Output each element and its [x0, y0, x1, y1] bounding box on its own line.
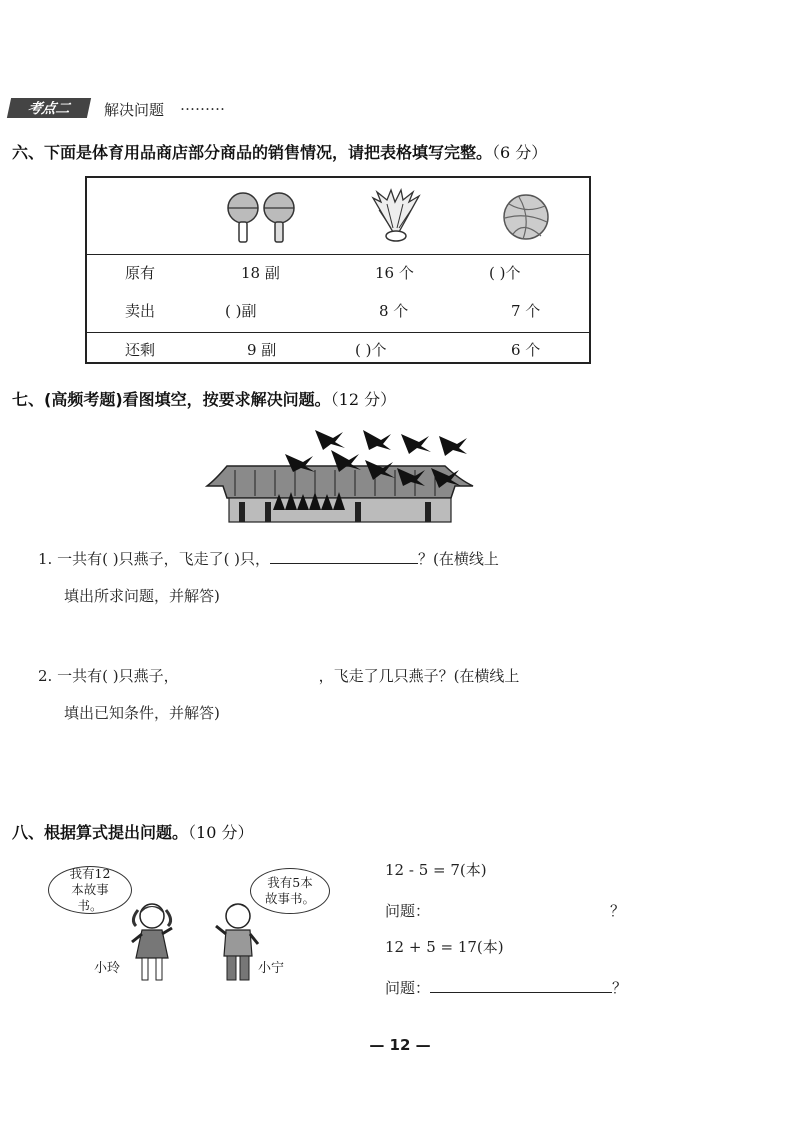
- q7-sub1-answer-line[interactable]: [270, 547, 418, 564]
- q7-sub1-line2: 填出所求问题，并解答): [64, 587, 220, 605]
- cell-original-shuttlecocks: 16 个: [375, 264, 414, 282]
- cell-remaining-shuttlecocks-blank[interactable]: ( )个: [355, 341, 387, 359]
- cell-original-basketballs-blank[interactable]: ( )个: [489, 264, 521, 282]
- q6-title: 六、下面是体育用品商店部分商品的销售情况，请把表格填写完整。（6 分）: [12, 143, 548, 162]
- row-label-original: 原有: [125, 264, 156, 282]
- swallows-on-roof-illustration: [205, 420, 475, 524]
- question-1-answer-line[interactable]: [430, 899, 610, 916]
- question-1-row: 问题： ？: [385, 899, 625, 921]
- q7-sub2-line1: 2. 一共有( )只燕子， ，飞走了几只燕子？(在横线上: [38, 664, 519, 686]
- row-label-remaining: 还剩: [125, 341, 156, 359]
- equation-1: 12 - 5 = 7(本): [385, 861, 487, 879]
- cell-sold-basketballs: 7 个: [511, 302, 541, 320]
- page-number: — 12 —: [369, 1036, 431, 1054]
- question-2-row: 问题： ？: [385, 976, 627, 998]
- boy-name-label: 小宁: [258, 961, 285, 976]
- girl-name-label: 小玲: [94, 961, 121, 976]
- section-title-dots: ………: [180, 96, 225, 114]
- q7-sub1-line1: 1. 一共有( )只燕子，飞走了( )只， ？(在横线上: [38, 547, 499, 569]
- q7-sub2-line2: 填出已知条件，并解答): [64, 704, 220, 722]
- basketball-icon: [501, 192, 551, 242]
- q7-sub2-condition-line[interactable]: [179, 664, 319, 681]
- question-2-answer-line[interactable]: [430, 976, 612, 993]
- section-title: 解决问题: [104, 101, 165, 119]
- sales-table: [85, 176, 591, 364]
- ping-pong-paddles-icon: [225, 190, 297, 244]
- cell-sold-paddles-blank[interactable]: ( )副: [225, 302, 257, 320]
- girl-illustration: [124, 900, 180, 986]
- cell-sold-shuttlecocks: 8 个: [379, 302, 409, 320]
- cell-remaining-paddles: 9 副: [247, 341, 277, 359]
- boy-speech-bubble: 我有5本故事书。: [250, 868, 330, 914]
- q8-title: 八、根据算式提出问题。（10 分）: [12, 823, 254, 842]
- row-label-sold: 卖出: [125, 302, 156, 320]
- equation-2: 12 + 5 = 17(本): [385, 938, 504, 956]
- table-divider-remain: [87, 332, 589, 333]
- q7-title: 七、(高频考题)看图填空，按要求解决问题。（12 分）: [12, 390, 397, 409]
- section-tag: 考点二: [7, 98, 91, 118]
- cell-remaining-basketballs: 6 个: [511, 341, 541, 359]
- cell-original-paddles: 18 副: [241, 264, 280, 282]
- girl-speech-bubble: 我有12本故事书。: [48, 866, 132, 914]
- table-divider-header: [87, 254, 589, 255]
- shuttlecock-icon: [363, 188, 427, 244]
